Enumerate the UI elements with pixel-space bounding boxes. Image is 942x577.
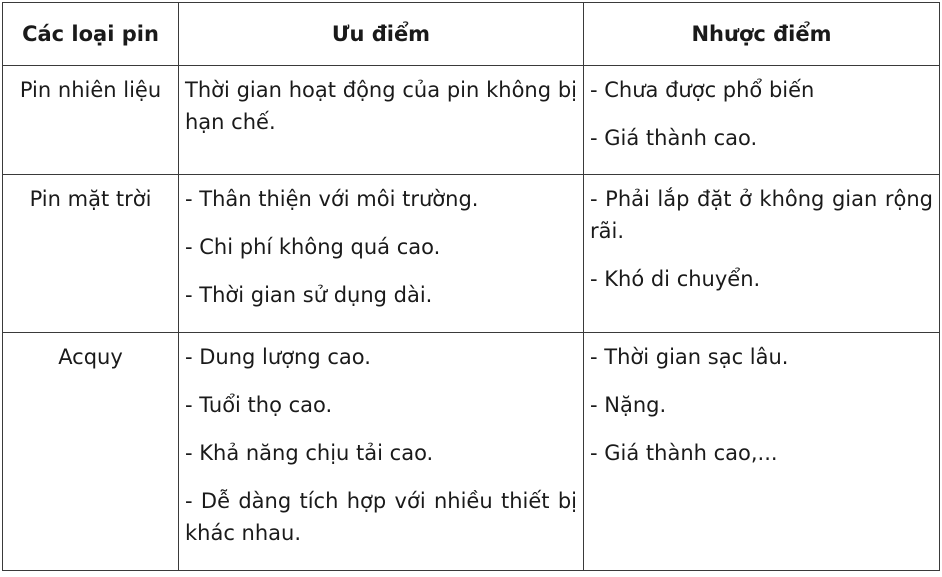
disadvantage-item: - Giá thành cao. xyxy=(590,126,758,150)
advantage-item: Thời gian hoạt động của pin không bị hạn chế. xyxy=(185,78,577,134)
advantage-item: - Chi phí không quá cao. xyxy=(185,235,441,259)
disadvantage-item: - Chưa được phổ biến xyxy=(590,78,815,102)
disadvantages-cell xyxy=(584,66,940,175)
disadvantages-cell xyxy=(584,175,940,333)
advantage-item: - Thời gian sử dụng dài. xyxy=(185,283,433,307)
disadvantage-item: - Phải lắp đặt ở không gian rộng rãi. xyxy=(590,187,933,243)
advantage-item: - Dễ dàng tích hợp với nhiều thiết bị khác nhau. xyxy=(185,489,577,545)
disadvantage-item: - Khó di chuyển. xyxy=(590,267,761,291)
advantages-cell xyxy=(179,175,584,333)
battery-name: Pin nhiên liệu xyxy=(3,66,179,175)
battery-name: Pin mặt trời xyxy=(3,175,179,333)
advantage-item: - Tuổi thọ cao. xyxy=(185,393,333,417)
table-row xyxy=(3,66,940,175)
battery-comparison-table xyxy=(2,2,940,571)
advantage-item: - Khả năng chịu tải cao. xyxy=(185,441,434,465)
advantage-item: - Thân thiện với môi trường. xyxy=(185,187,479,211)
advantages-cell xyxy=(179,333,584,571)
header-row xyxy=(3,3,940,66)
table-row xyxy=(3,333,940,571)
disadvantages-cell xyxy=(584,333,940,571)
advantages-cell xyxy=(179,66,584,175)
advantage-item: - Dung lượng cao. xyxy=(185,345,371,369)
disadvantage-item: - Giá thành cao,... xyxy=(590,441,778,465)
table-row xyxy=(3,175,940,333)
battery-name: Acquy xyxy=(3,333,179,571)
disadvantage-item: - Thời gian sạc lâu. xyxy=(590,345,789,369)
header-advantages: Ưu điểm xyxy=(179,3,584,66)
header-disadvantages: Nhược điểm xyxy=(584,3,940,66)
header-battery-type: Các loại pin xyxy=(3,3,179,66)
disadvantage-item: - Nặng. xyxy=(590,393,667,417)
